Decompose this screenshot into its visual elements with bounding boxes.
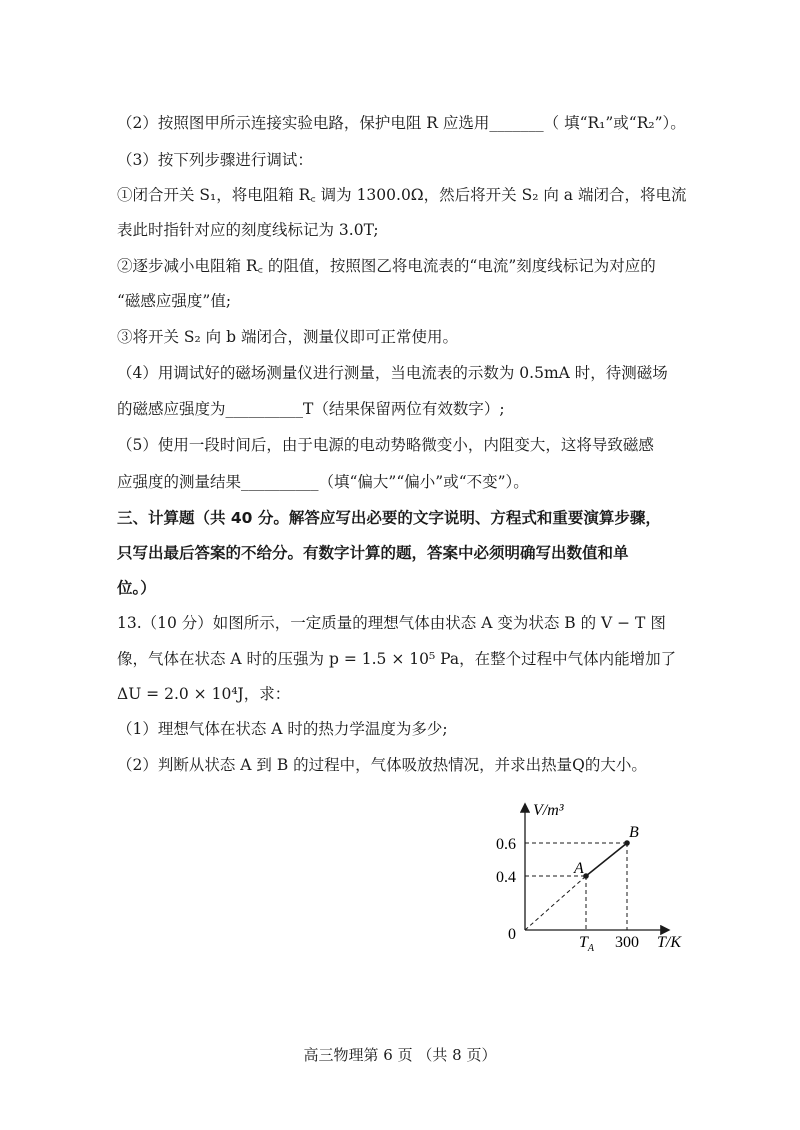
- q12-part4-line1: （4）用调试好的磁场测量仪进行测量，当电流表的示数为 0.5mA 时，待测磁场: [117, 364, 668, 382]
- point-b-label: B: [629, 824, 639, 841]
- q13-line3: ΔU = 2.0 × 10⁴J，求：: [117, 685, 291, 703]
- point-a: [583, 873, 589, 879]
- q13-line1: 13.（10 分）如图所示，一定质量的理想气体由状态 A 变为状态 B 的 V − T 图: [117, 614, 666, 632]
- q12-step3: ③将开关 S₂ 向 b 端闭合，测量仪即可正常使用。: [117, 328, 458, 346]
- q12-step1-line1: ①闭合开关 S₁，将电阻箱 R꜀ 调为 1300.0Ω，然后将开关 S₂ 向 a 端闭合，将电流: [117, 186, 687, 204]
- q12-part5-line1: （5）使用一段时间后，由于电源的电动势略微变小，内阻变大，这将导致磁感: [117, 436, 654, 454]
- y-tick-0-4: 0.4: [496, 869, 516, 886]
- point-b: [624, 840, 630, 846]
- y-axis-label: V/m³: [533, 802, 564, 819]
- page-footer: 高三物理第 6 页 （共 8 页）: [303, 1046, 497, 1064]
- q12-part3: （3）按下列步骤进行调试：: [117, 151, 313, 169]
- origin-to-a-dashed-line: [525, 876, 586, 930]
- q12-part5-line2: 应强度的测量结果__________（填“偏大”“偏小”或“不变”）。: [117, 473, 529, 491]
- q12-step2-line1: ②逐步减小电阻箱 R꜀ 的阻值，按照图乙将电流表的“电流”刻度线标记为对应的: [117, 257, 656, 275]
- point-a-label: A: [574, 860, 584, 877]
- process-a-to-b-line: [586, 843, 627, 876]
- x-tick-ta: $T_A$: [579, 934, 595, 954]
- q13-line2: 像，气体在状态 A 时的压强为 p = 1.5 × 10⁵ Pa，在整个过程中气体内能增加了: [117, 650, 677, 668]
- section-3-heading-line3: 位。）: [117, 579, 156, 597]
- q12-part4-line2: 的磁感应强度为__________T（结果保留两位有效数字）;: [117, 400, 505, 418]
- x-tick-300: 300: [615, 934, 639, 951]
- section-3-heading-line1: 三、计算题（共 40 分。解答应写出必要的文字说明、方程式和重要演算步骤，: [117, 509, 661, 527]
- q12-step1-line2: 表此时指针对应的刻度线标记为 3.0T;: [117, 221, 379, 239]
- q13-sub2: （2）判断从状态 A 到 B 的过程中，气体吸放热情况，并求出热量Q的大小。: [117, 756, 647, 774]
- vt-graph: [488, 795, 708, 970]
- q12-step2-line2: “磁感应强度”值;: [117, 292, 232, 310]
- x-axis-label: T/K: [657, 934, 682, 951]
- origin-label: 0: [508, 926, 516, 943]
- section-3-heading-line2: 只写出最后答案的不给分。有数字计算的题，答案中必须明确写出数值和单: [117, 544, 629, 562]
- y-tick-0-6: 0.6: [496, 836, 516, 853]
- q13-sub1: （1）理想气体在状态 A 时的热力学温度为多少;: [117, 720, 448, 738]
- q12-part2: （2）按照图甲所示连接实验电路，保护电阻 R 应选用_______（ 填“R₁”或“R₂”）。: [117, 114, 686, 132]
